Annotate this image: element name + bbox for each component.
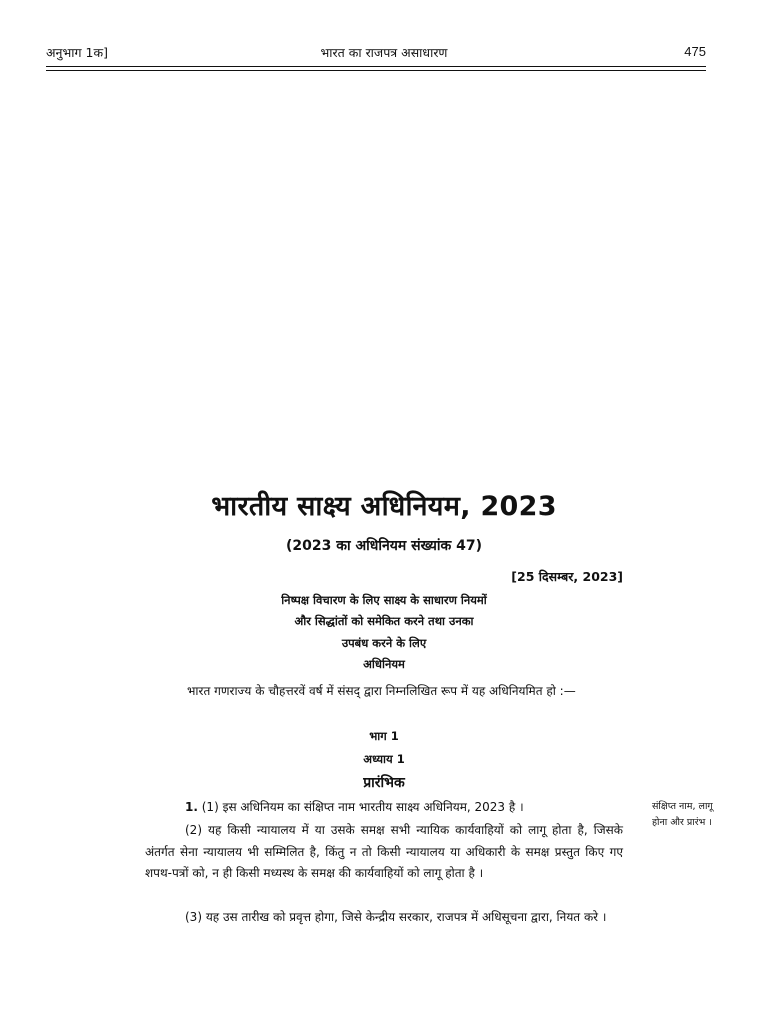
enacting-clause-text: भारत गणराज्य के चौहत्तरवें वर्ष में संसद् द्वारा निम्नलिखित रूप में यह अधिनियमित हो :— bbox=[187, 684, 576, 698]
header-section-label: अनुभाग 1क] bbox=[46, 45, 108, 60]
act-number: (2023 का अधिनियम संख्यांक 47) bbox=[285, 538, 483, 554]
header-gazette-title: भारत का राजपत्र असाधारण bbox=[320, 45, 448, 60]
section-1-sub-3-text: (3) यह उस तारीख को प्रवृत्त होगा, जिसे केन्द्रीय सरकार, राजपत्र में अधिसूचना द्वारा, नियत करे । bbox=[185, 910, 607, 924]
header-rule-bottom bbox=[46, 70, 706, 71]
preamble-line-3: उपबंध करने के लिए bbox=[341, 636, 427, 650]
section-1-sub-2 bbox=[145, 820, 623, 885]
section-1-sub-1-text: (1) इस अधिनियम का संक्षिप्त नाम भारतीय साक्ष्य अधिनियम, 2023 है । bbox=[201, 800, 524, 814]
act-date: [25 दिसम्बर, 2023] bbox=[511, 569, 623, 584]
section-number: 1. bbox=[185, 800, 198, 814]
page-number: 475 bbox=[684, 44, 706, 59]
chapter-title: प्रारंभिक bbox=[363, 775, 405, 791]
page-header bbox=[0, 44, 768, 64]
preamble-line-4: अधिनियम bbox=[363, 657, 405, 671]
section-1-sub-1 bbox=[145, 797, 623, 819]
section-1-sub-2-text: (2) यह किसी न्यायालय में या उसके समक्ष सभी न्यायिक कार्यवाहियों को लागू होता है, जिसके अंतर्गत सेना न्यायालय भी सम्मिलित है, किंतु न तो किसी न्यायालय या अधिकारी के समक्ष प्रस्तुत किए गए शपथ-पत्रों को, न ही किसी मध्यस्थ के समक्ष की कार्यवाहियों को लागू होता है । bbox=[145, 823, 623, 880]
margin-note: संक्षिप्त नाम, लागू होना और प्रारंभ । bbox=[652, 801, 713, 828]
enacting-clause bbox=[145, 681, 623, 702]
header-rule-top bbox=[46, 66, 706, 67]
part-heading: भाग 1 bbox=[369, 729, 399, 743]
preamble-line-2: और सिद्धांतों को समेकित करने तथा उनका bbox=[294, 614, 474, 628]
act-title: भारतीय साक्ष्य अधिनियम, 2023 bbox=[211, 491, 557, 522]
section-1-sub-3 bbox=[145, 907, 623, 929]
chapter-heading: अध्याय 1 bbox=[363, 752, 405, 766]
preamble-line-1: निष्पक्ष विचारण के लिए साक्ष्य के साधारण नियमों bbox=[281, 593, 487, 607]
